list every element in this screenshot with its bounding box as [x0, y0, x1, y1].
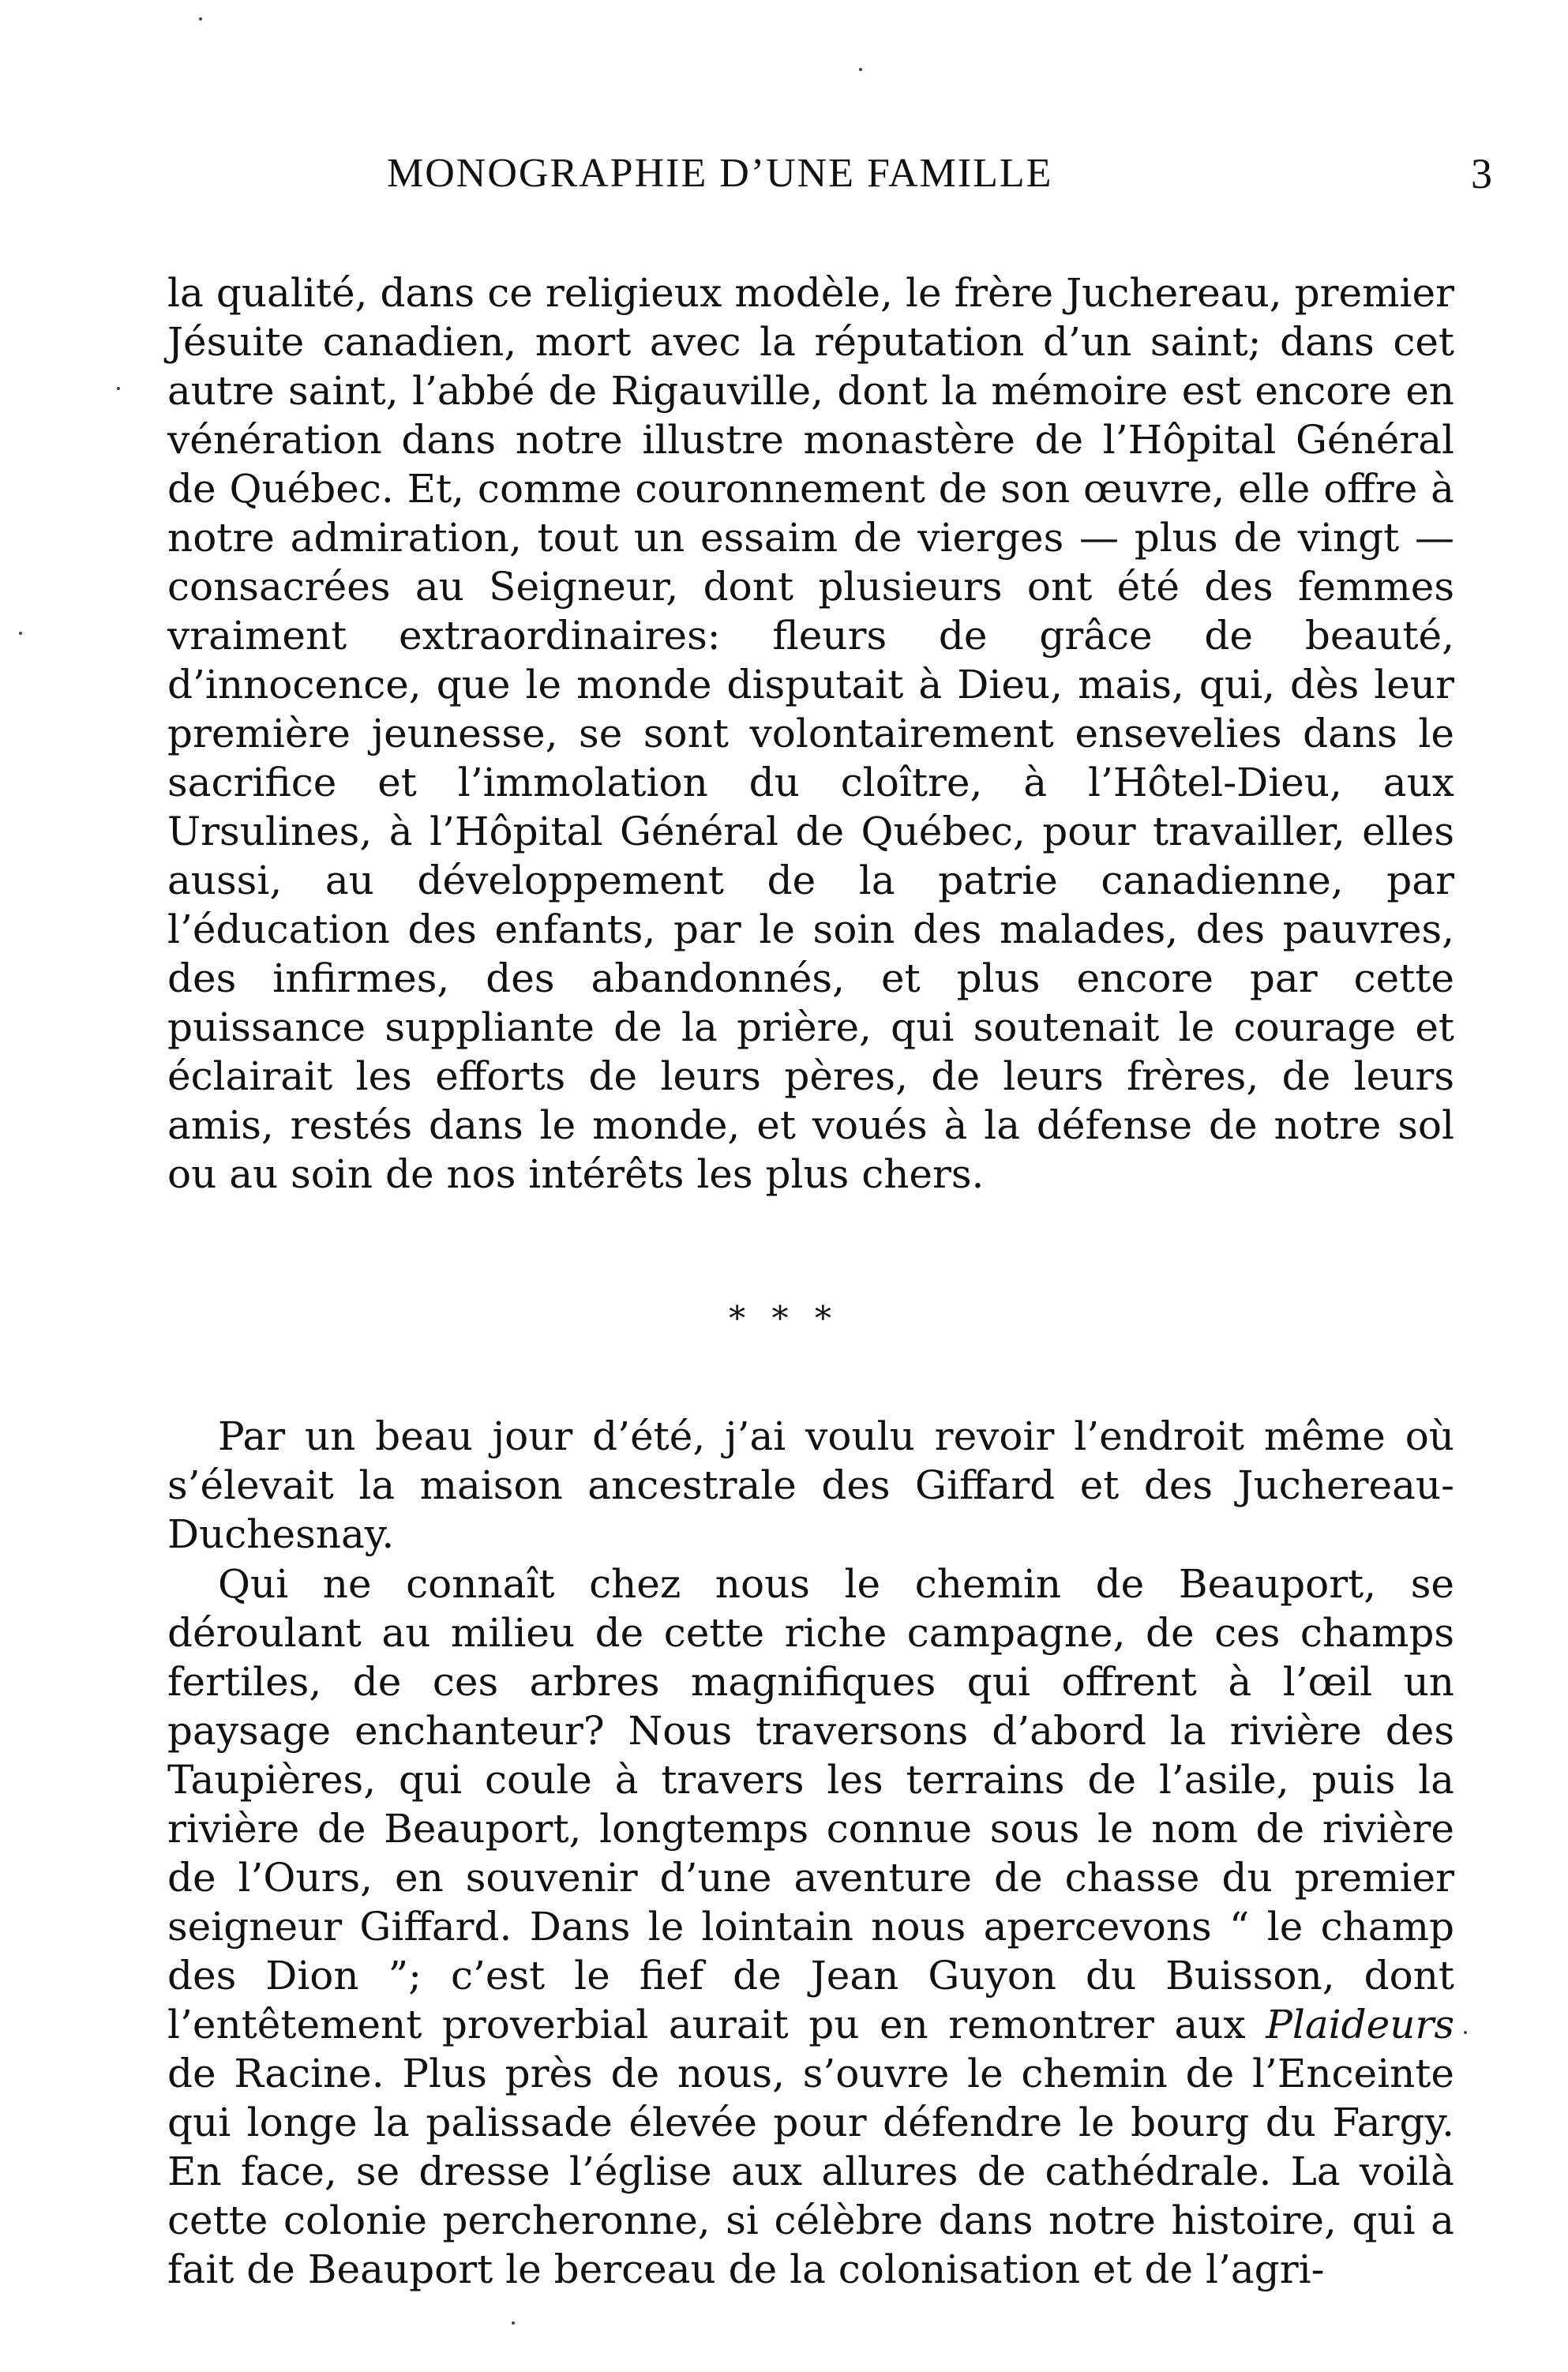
scan-speck: [1464, 2031, 1467, 2034]
paragraph-3: [167, 1559, 1454, 2294]
running-head: [387, 142, 1492, 205]
italic-title: Plaideurs: [1266, 2002, 1454, 2047]
paragraph-2: Par un beau jour d’été, j’ai voulu revoir l’endroit même où s’élevait la maison ancestrale des Giffard et des Juchereau-Duchesnay.: [167, 1413, 1454, 1557]
section-separator: * * *: [729, 1299, 839, 1338]
scan-speck: [117, 387, 120, 390]
scan-speck: [199, 17, 202, 21]
scan-speck: [19, 632, 22, 635]
scan-speck: [512, 2321, 515, 2325]
paragraph-1: la qualité, dans ce religieux modèle, le frère Juchereau, premier Jésuite canadien, mort avec la réputation d’un saint; dans cet autre saint, l’abbé de Rigauville, dont la mémoire est encore en vénération dans notre illustre monastère de l’Hôpital Général de Québec. Et, comme couronnement de son œuvre, elle offre à notre admiration, tout un essaim de vierges — plus de vingt — consacrées au Seigneur, dont plusieurs ont été des femmes vraiment extraordinaires: fleurs de grâce de beauté, d’innocence, que le monde disputait à Dieu, mais, qui, dès leur première jeunesse, se sont volontairement ensevelies dans le sacrifice et l’immolation du cloître, à l’Hôtel-Dieu, aux Ursulines, à l’Hôpital Général de Québec, pour travailler, elles aussi, au développement de la patrie canadienne, par l’éducation des enfants, par le soin des malades, des pauvres, des infirmes, des abandonnés, et plus encore par cette puissance suppliante de la prière, qui soutenait le courage et éclairait les efforts de leurs pères, de leurs frères, de leurs amis, restés dans le monde, et voués à la défense de notre sol ou au soin de nos intérêts les plus chers.: [167, 270, 1454, 1197]
scan-speck: [859, 68, 862, 71]
page-number: 3: [1471, 150, 1492, 197]
paragraph-3-after-italic: de Racine. Plus près de nous, s’ouvre le chemin de l’Enceinte qui longe la palissade élevée pour défendre le bourg du Fargy. En face, se dresse l’église aux allures de cathédrale. La voilà cette colonie percheronne, si célèbre dans notre histoire, qui a fait de Beauport le berceau de la colonisation et de l’agri-: [167, 2051, 1454, 2292]
running-title: MONOGRAPHIE D’UNE FAMILLE: [387, 151, 1053, 196]
paragraph-3-before-italic: Qui ne connaît chez nous le chemin de Beauport, se déroulant au milieu de cette riche campagne, de ces champs fertiles, de ces arbres magnifiques qui offrent à l’œil un paysage enchanteur? Nous traversons d’abord la rivière des Taupières, qui coule à travers les terrains de l’asile, puis la rivière de Beauport, longtemps connue sous le nom de rivière de l’Ours, en souvenir d’une aventure de chasse du premier seigneur Giffard. Dans le lointain nous apercevons “ le champ des Dion ”; c’est le fief de Jean Guyon du Buisson, dont l’entêtement proverbial aurait pu en remontrer aux: [167, 1561, 1454, 2047]
